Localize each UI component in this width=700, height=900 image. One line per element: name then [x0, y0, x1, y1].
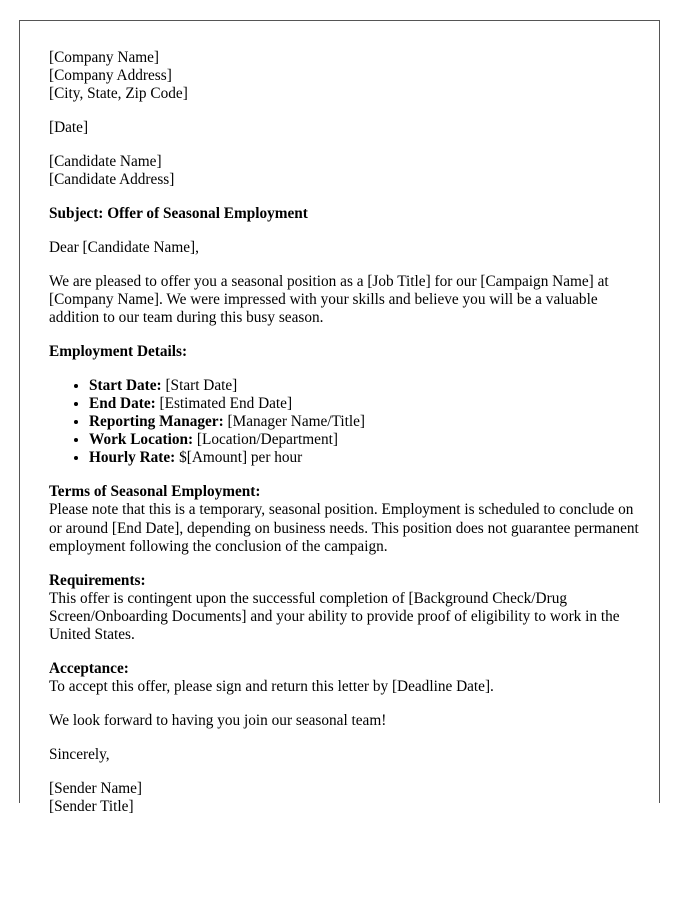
list-item: [89, 413, 639, 431]
detail-label: Reporting Manager:: [89, 413, 224, 430]
employment-details-section: [49, 343, 639, 468]
acceptance-section: [49, 660, 639, 696]
list-item: [89, 395, 639, 413]
terms-section: [49, 483, 639, 556]
requirements-heading: Requirements:: [49, 571, 146, 589]
recipient-address-block: [49, 153, 639, 189]
list-item: [89, 449, 639, 467]
detail-label: Work Location:: [89, 431, 194, 449]
detail-value: [Manager Name/Title]: [223, 413, 365, 430]
detail-label: End Date:: [89, 394, 156, 412]
detail-label: Start Date:: [89, 376, 162, 394]
letter-date-block: [49, 119, 639, 137]
sign-off: Sincerely,: [49, 745, 110, 763]
detail-value: $[Amount] per hour: [175, 449, 303, 467]
employment-details-heading: Employment Details:: [49, 342, 188, 360]
list-item: [89, 377, 639, 395]
terms-text: Please note that this is a temporary, seasonal position. Employment is scheduled to conclude on or around [End Date], depending on business needs. This position does not guarantee permanent employment following the conclusion of the campaign.: [49, 501, 639, 555]
candidate-name: [Candidate Name]: [49, 153, 162, 170]
detail-value: [Estimated End Date]: [155, 394, 293, 412]
sender-address-block: [49, 49, 639, 104]
requirements-section: [49, 572, 639, 645]
letter-body: [49, 49, 639, 832]
terms-heading: Terms of Seasonal Employment:: [49, 483, 261, 501]
salutation: Dear [Candidate Name],: [49, 238, 199, 256]
subject-line: Subject: Offer of Seasonal Employment: [49, 205, 308, 222]
closing-line: We look forward to having you join our seasonal team!: [49, 712, 387, 730]
employment-details-list: [49, 377, 639, 468]
sender-title: [Sender Title]: [49, 797, 134, 815]
letter-date: [Date]: [49, 119, 89, 137]
requirements-text: This offer is contingent upon the successful completion of [Background Check/Drug Screen/Onboarding Documents] and your ability to provide proof of eligibility to work in the United States.: [49, 589, 620, 644]
acceptance-heading: Acceptance:: [49, 660, 129, 678]
sender-name: [Sender Name]: [49, 779, 143, 797]
letter-page: [19, 20, 660, 815]
detail-value: [Start Date]: [161, 376, 238, 394]
company-city-state-zip: [City, State, Zip Code]: [49, 85, 188, 103]
company-address: [Company Address]: [49, 67, 172, 85]
detail-label: Hourly Rate:: [89, 449, 176, 467]
signature-block: [49, 780, 639, 816]
acceptance-text: To accept this offer, please sign and return this letter by [Deadline Date].: [49, 678, 494, 696]
candidate-address: [Candidate Address]: [49, 171, 175, 189]
detail-value: [Location/Department]: [193, 431, 338, 449]
list-item: [89, 431, 639, 449]
company-name: [Company Name]: [49, 49, 160, 66]
intro-paragraph: We are pleased to offer you a seasonal position as a [Job Title] for our [Campaign Name] at [Company Name]. We were impressed with your skills and believe you will be a valuable addition to our team during this busy season.: [49, 272, 609, 326]
